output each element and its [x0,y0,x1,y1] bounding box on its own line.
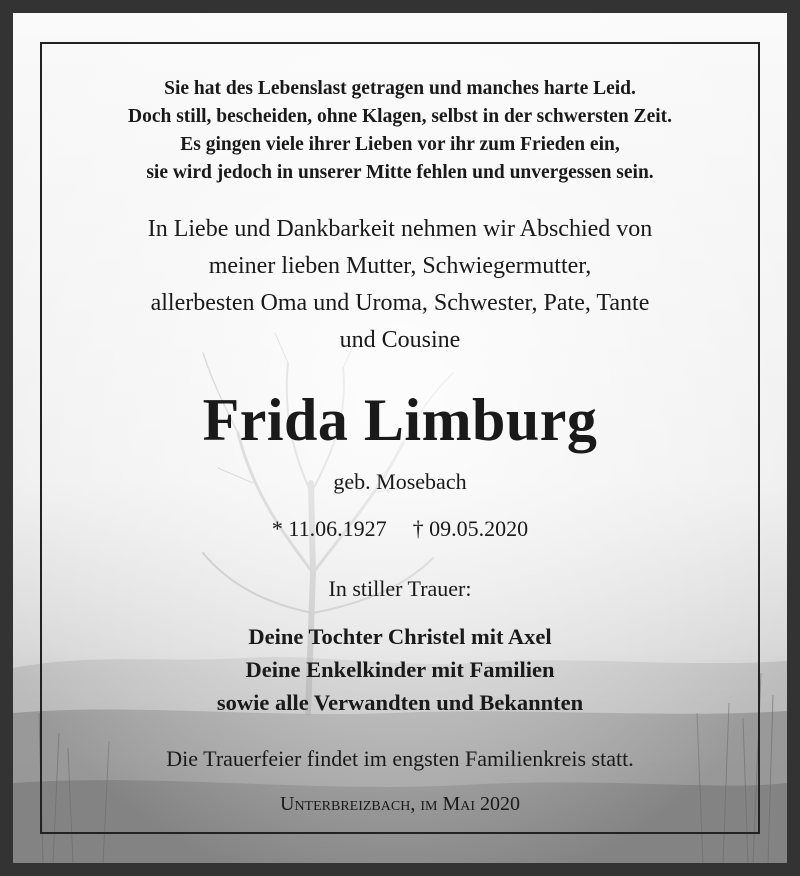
poem-line: sie wird jedoch in unserer Mitte fehlen und unvergessen sein. [146,162,654,183]
mourner-line: Deine Enkelkinder mit Familien [245,657,555,682]
death-date: † 09.05.2020 [412,516,529,541]
life-dates [13,513,787,545]
mourner-line: Deine Tochter Christel mit Axel [248,624,552,649]
poem-line: Sie hat des Lebenslast getragen und manches harte Leid. [164,78,636,99]
poem-line: Es gingen viele ihrer Lieben vor ihr zum Frieden ein, [180,134,620,155]
birth-date: * 11.06.1927 [271,516,387,541]
mourners-list [13,620,787,719]
poem-line: Doch still, bescheiden, ohne Klagen, selbst in der schwersten Zeit. [127,106,673,127]
intro-line: und Cousine [339,327,461,353]
deceased-name: Frida Limburg [202,387,598,453]
intro-line: In Liebe und Dankbarkeit nehmen wir Abschied von [147,216,653,242]
place-and-date: Unterbreizbach, im Mai 2020 [280,793,520,815]
memorial-poem [13,75,787,187]
farewell-intro [13,211,787,359]
intro-line: meiner lieben Mutter, Schwiegermutter, [208,253,592,279]
intro-line: allerbesten Oma und Uroma, Schwester, Pate, Tante [150,290,650,316]
funeral-service-note: Die Trauerfeier findet im engsten Familienkreis statt. [166,746,634,771]
birth-name: geb. Mosebach [333,469,467,494]
mourner-line: sowie alle Verwandten und Bekannten [216,690,584,715]
mourning-heading: In stiller Trauer: [328,576,472,601]
